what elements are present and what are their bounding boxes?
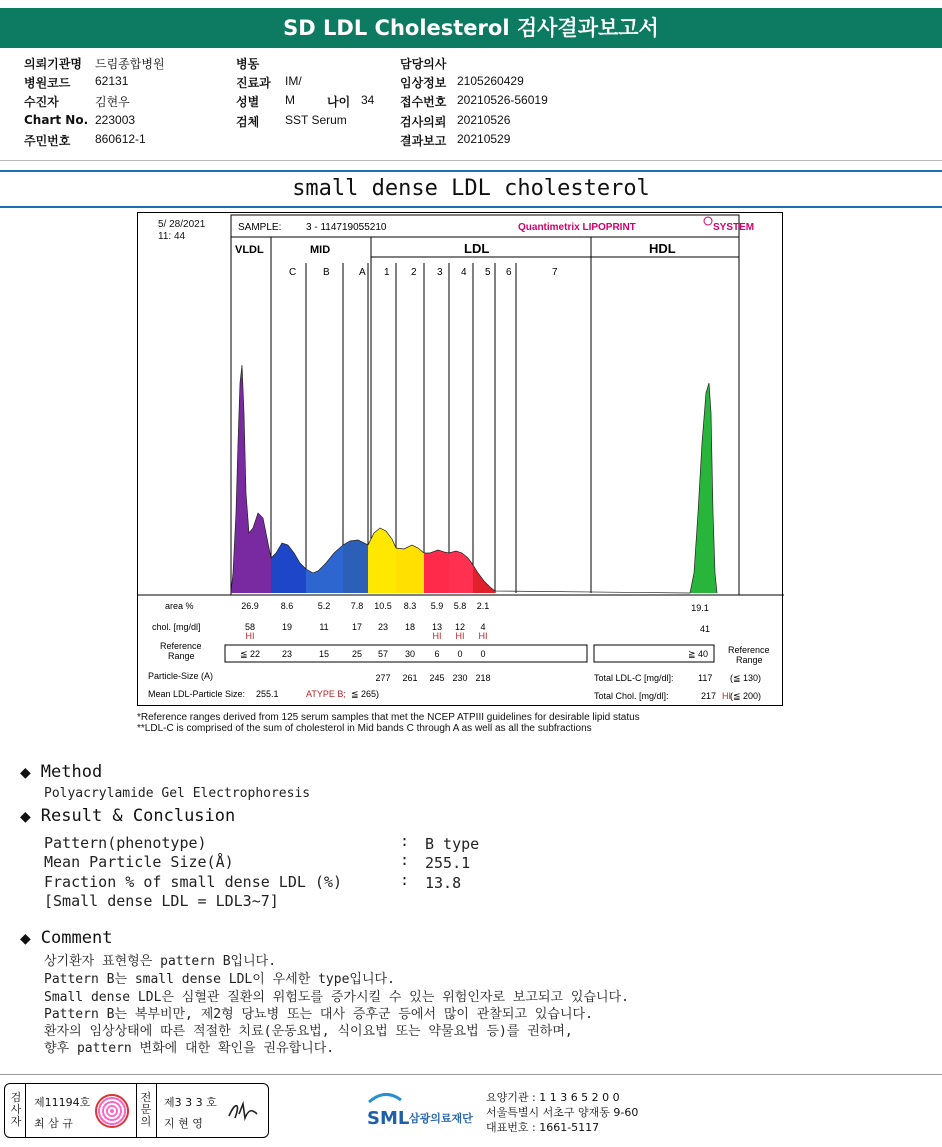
footnotes [137, 712, 640, 734]
result-label: Pattern(phenotype) [44, 834, 207, 852]
result-label: Fraction % of small dense LDL (%) [44, 873, 343, 891]
registered-icon [704, 217, 712, 225]
result-value: 255.1 [425, 854, 471, 872]
psize-cell: 261 [402, 673, 418, 683]
org-address: 서울특별시 서초구 양재동 9-60 [486, 1106, 639, 1119]
band-label: 6 [506, 267, 512, 278]
trace-region [424, 550, 449, 593]
org-phone: 대표번호 : 1661-5117 [486, 1121, 600, 1134]
sample-label: SAMPLE: [238, 222, 282, 233]
info-value: 2105260429 [457, 74, 524, 88]
hi-flag: HI [432, 631, 442, 641]
area-cell: 5.8 [453, 601, 467, 611]
brand-name: Quantimetrix LIPOPRINT [518, 222, 636, 233]
row-label-mean: Mean LDL-Particle Size: [148, 689, 246, 699]
comment-line: 상기환자 표현형은 pattern B입니다. [44, 954, 277, 969]
patient-info [0, 55, 942, 167]
mean-ref: ≦ 265) [351, 689, 380, 699]
group-vldl: VLDL [235, 244, 264, 256]
comment-line: Pattern B는 small dense LDL이 우세한 type입니다. [44, 972, 395, 987]
info-value: 김현우 [95, 95, 130, 109]
ref-cell: 0 [480, 649, 486, 659]
info-label: Chart No. [24, 113, 89, 127]
info-value: 20210529 [457, 132, 511, 146]
info-value: 62131 [95, 74, 129, 88]
total-ldl-ref: (≦ 130) [730, 673, 762, 683]
result-value: B type [425, 835, 480, 853]
hdl-ref-cell: ≧ 40 [687, 649, 709, 659]
lipoprint-chart [137, 212, 783, 706]
method-text: Polyacrylamide Gel Electrophoresis [44, 786, 311, 801]
row-label-area: area % [165, 601, 194, 611]
ref-cell: ≦ 22 [239, 649, 261, 659]
area-cell: 2.1 [476, 601, 490, 611]
chol-cell: 13 [431, 622, 443, 632]
psize-cell: 277 [375, 673, 391, 683]
trace-region [368, 528, 396, 593]
char: 검 [10, 1091, 22, 1104]
comment-heading-text: Comment [40, 928, 113, 948]
chol-cell: 19 [281, 622, 293, 632]
info-label: 주민번호 [24, 134, 71, 148]
area-cell: 7.8 [350, 601, 364, 611]
method-heading-text: Method [40, 762, 103, 782]
ref-cell: 15 [318, 649, 330, 659]
colon: : [400, 832, 410, 850]
result-value: 13.8 [425, 874, 462, 892]
info-label: 진료과 [236, 76, 271, 90]
colon: : [400, 851, 410, 869]
chart-time-text: 11: 44 [158, 231, 186, 242]
ref-right-2: Range [736, 655, 763, 665]
group-mid: MID [310, 244, 331, 256]
result-label: Mean Particle Size(Å) [44, 853, 234, 871]
info-label: 접수번호 [400, 95, 447, 109]
org-code: 요양기관 : 1 1 3 6 5 2 0 0 [486, 1091, 620, 1104]
diamond-icon: ◆ [20, 931, 31, 947]
char: 의 [140, 1115, 152, 1128]
band-label: 3 [437, 267, 443, 278]
org-logo-text: SML [367, 1108, 410, 1129]
band-label: B [323, 267, 330, 278]
trace-region [396, 545, 424, 593]
mean-type: ATYPE B; [306, 689, 346, 699]
trace-region [449, 551, 473, 593]
brand-suffix: SYSTEM [713, 222, 755, 233]
divider [0, 1074, 942, 1075]
info-label: 검사의뢰 [400, 115, 447, 129]
band-label: 7 [552, 267, 558, 278]
info-label: 병원코드 [24, 76, 71, 90]
tester-name: 최 삼 규 [34, 1117, 73, 1130]
char: 자 [10, 1115, 22, 1128]
info-label: 의뢰기관명 [24, 57, 82, 71]
info-value: 20210526-56019 [457, 93, 548, 107]
char: 사 [10, 1103, 22, 1116]
tester-label [7, 1092, 25, 1128]
chol-cell: 12 [454, 622, 466, 632]
footer [0, 1080, 942, 1147]
trace-region [690, 383, 717, 593]
hi-flag: HI [455, 631, 465, 641]
result-heading-text: Result & Conclusion [40, 806, 236, 826]
total-chol-label: Total Chol. [mg/dl]: [594, 691, 669, 701]
info-value: 드림종합병원 [95, 57, 165, 71]
colon: : [400, 871, 410, 889]
diamond-icon: ◆ [20, 765, 31, 781]
info-label: 성별 [236, 95, 260, 109]
info-label: 결과보고 [400, 134, 447, 148]
chart-svg [138, 213, 784, 707]
psize-cell: 245 [429, 673, 445, 683]
reviewer-number: 제3 3 3 호 [164, 1096, 217, 1109]
area-cell: 5.9 [430, 601, 444, 611]
band-label: A [359, 267, 366, 278]
total-ldl-label: Total LDL-C [mg/dl]: [594, 673, 674, 683]
band-label: 1 [384, 267, 390, 278]
info-value: 20210526 [457, 113, 511, 127]
hdl-chol-cell: 41 [699, 624, 711, 634]
info-label: 수진자 [24, 95, 59, 109]
trace-region [271, 543, 306, 593]
psize-cell: 218 [475, 673, 491, 683]
divider [0, 206, 942, 208]
band-label: 5 [485, 267, 491, 278]
band-label: 4 [461, 267, 467, 278]
ref-cell: 30 [404, 649, 416, 659]
area-cell: 8.6 [280, 601, 294, 611]
comment-line: Small dense LDL은 심혈관 질환의 위험도를 증가시킬 수 있는 위험인자로 보고되고 있습니다. [44, 990, 629, 1005]
group-hdl: HDL [649, 241, 676, 256]
divider [0, 170, 942, 172]
chol-cell: 23 [377, 622, 389, 632]
signature-mark [225, 1098, 261, 1124]
mean-size: 255.1 [256, 689, 279, 699]
diamond-icon: ◆ [20, 809, 31, 825]
area-cell: 26.9 [241, 601, 259, 611]
chol-cell: 58 [244, 622, 256, 632]
info-value: IM/ [285, 74, 302, 88]
info-label: 담당의사 [400, 57, 447, 71]
total-chol-value: 217 [701, 691, 717, 701]
trace-outline [231, 365, 717, 593]
trace-region [343, 540, 368, 593]
info-label: 병동 [236, 57, 260, 71]
info-label: 임상정보 [400, 76, 447, 90]
sml-logo [365, 1088, 485, 1136]
age-value: 34 [361, 93, 375, 107]
area-cell: 8.3 [403, 601, 417, 611]
data-cells [239, 601, 713, 683]
chol-cell: 11 [319, 622, 329, 632]
sml-logo-graphic [365, 1088, 485, 1132]
ref-right-1: Reference [728, 645, 770, 655]
total-chol-ref: (≦ 200) [730, 691, 762, 701]
total-chol-flag: HI [722, 691, 731, 701]
info-value: 860612-1 [95, 132, 146, 146]
info-value: M [285, 93, 295, 107]
band-label: 2 [411, 267, 417, 278]
section-title: small dense LDL cholesterol [292, 176, 650, 201]
densitometry-trace [231, 365, 717, 593]
org-name: 삼광의료재단 [409, 1112, 473, 1125]
result-heading [20, 806, 235, 826]
char: 문 [140, 1103, 152, 1116]
psize-cell: 230 [452, 673, 468, 683]
info-value: 223003 [95, 113, 136, 127]
result-note: [Small dense LDL = LDL3~7] [44, 892, 279, 910]
area-cell: 5.2 [317, 601, 331, 611]
ref-cell: 25 [351, 649, 363, 659]
report-title: SD LDL Cholesterol 검사결과보고서 [0, 8, 942, 48]
hdl-area-cell: 19.1 [691, 603, 709, 613]
chol-cell: 4 [480, 622, 486, 632]
signature-box [4, 1083, 269, 1138]
age-label: 나이 [327, 95, 351, 109]
char: 전 [140, 1091, 152, 1104]
seal-stamp [95, 1094, 129, 1128]
reviewer-name: 지 현 영 [164, 1117, 203, 1130]
divider [0, 160, 942, 161]
ref-cell: 23 [281, 649, 293, 659]
info-value: SST Serum [285, 113, 347, 127]
hi-flag: HI [245, 631, 255, 641]
total-ldl-value: 117 [698, 673, 713, 683]
chol-cell: 17 [351, 622, 363, 632]
comment-heading [20, 928, 112, 948]
footnote: *Reference ranges derived from 125 serum samples that met the NCEP ATPIII guidelines for desirable lipid status [137, 712, 640, 723]
row-label-ref1: Reference [160, 641, 202, 651]
group-ldl: LDL [464, 241, 490, 256]
ref-cell: 57 [377, 649, 389, 659]
ref-cell: 0 [457, 649, 463, 659]
reviewer-label [137, 1092, 155, 1128]
row-label-ref2: Range [168, 651, 195, 661]
comment-line: Pattern B는 복부비만, 제2형 당뇨병 또는 대사 증후군 등에서 많이 관찰되고 있습니다. [44, 1007, 593, 1022]
ref-cell: 6 [434, 649, 440, 659]
hi-flag: HI [478, 631, 488, 641]
chart-date-text: 5/ 28/2021 [158, 219, 206, 230]
method-heading [20, 762, 102, 782]
org-info [486, 1090, 638, 1135]
comment-line: 환자의 임상상태에 따른 적절한 치료(운동요법, 식이요법 또는 약물요법 등)를 권하며, [44, 1024, 573, 1039]
row-label-chol: chol. [mg/dl] [152, 622, 201, 632]
sample-id: 3 - 114719055210 [306, 222, 387, 233]
band-label: C [289, 267, 297, 278]
comment-line: 향후 pattern 변화에 대한 확인을 권유합니다. [44, 1041, 335, 1056]
tester-number: 제11194호 [34, 1096, 91, 1109]
band-lines [306, 263, 516, 593]
footnote: **LDL-C is comprised of the sum of cholesterol in Mid bands C through A as well as all the subfractions [137, 723, 592, 734]
row-label-psize: Particle-Size (A) [148, 671, 214, 681]
area-cell: 10.5 [374, 601, 392, 611]
trace-region [306, 545, 343, 593]
info-label: 검체 [236, 115, 260, 129]
chol-cell: 18 [404, 622, 416, 632]
